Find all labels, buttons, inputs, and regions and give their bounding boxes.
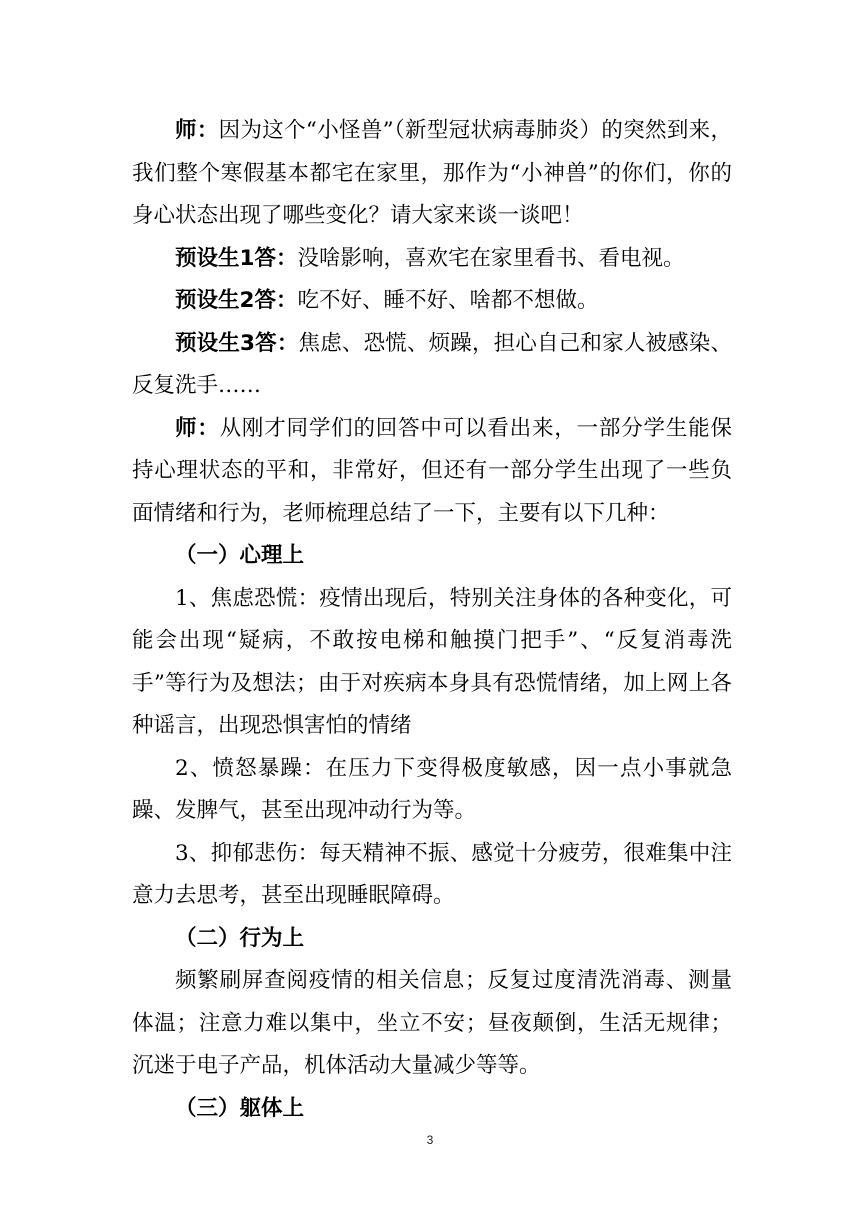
paragraph-behavioral-description: 频繁刷屏查阅疫情的相关信息；反复过度清洗消毒、测量体温；注意力难以集中，坐立不安；昼夜颠倒，生活无规律；沉迷于电子产品，机体活动大量减少等等。 xyxy=(132,968,732,1078)
paragraph-text: 因为这个“小怪兽”（新型冠状病毒肺炎）的突然到来，我们整个寒假基本都宅在家里，那作为“小神兽”的你们，你的身心状态出现了哪些变化？请大家来谈一谈吧！ xyxy=(132,118,732,228)
paragraph-text: 焦虑、恐慌、烦躁，担心自己和家人被感染、反复洗手…… xyxy=(132,330,732,398)
paragraph-student-3-answer xyxy=(132,323,732,408)
section-heading-physical: （三）躯体上 xyxy=(175,1095,305,1121)
paragraph-anger-irritability: 2、愤怒暴躁：在压力下变得极度敏感，因一点小事就急躁、发脾气，甚至出现冲动行为等。 xyxy=(132,755,732,823)
speaker-label: 师： xyxy=(175,118,219,143)
paragraph-text: 没啥影响，喜欢宅在家里看书、看电视。 xyxy=(297,245,685,271)
paragraph-depression-sadness: 3、抑郁悲伤：每天精神不振、感觉十分疲劳，很难集中注意力去思考，甚至出现睡眠障碍。 xyxy=(132,840,732,908)
speaker-label: 预设生3答： xyxy=(175,330,299,356)
speaker-label: 预设生2答： xyxy=(175,288,298,313)
paragraph-text: 从刚才同学们的回答中可以看出来，一部分学生能保持心理状态的平和，非常好，但还有一部分学生出现了一些负面情绪和行为，老师梳理总结了一下，主要有以下几种： xyxy=(132,415,732,526)
document-body xyxy=(132,110,732,1130)
page-number: 3 xyxy=(426,1133,434,1147)
paragraph-text: 吃不好、睡不好、啥都不想做。 xyxy=(297,288,599,313)
paragraph-student-2-answer xyxy=(132,280,732,323)
paragraph-student-1-answer xyxy=(132,238,732,281)
paragraph-teacher-summary xyxy=(132,408,732,536)
speaker-label: 预设生1答： xyxy=(175,245,298,271)
paragraph-teacher-question xyxy=(132,110,732,238)
section-heading-psychological: （一）心理上 xyxy=(175,543,305,568)
section-heading-behavioral: （二）行为上 xyxy=(175,925,305,951)
speaker-label: 师： xyxy=(175,415,220,441)
paragraph-anxiety-panic: 1、焦虑恐慌：疫情出现后，特别关注身体的各种变化，可能会出现“疑病，不敢按电梯和触摸门把手”、“反复消毒洗手”等行为及想法；由于对疾病本身具有恐慌情绪，加上网上各种谣言，出现恐惧害怕的情绪 xyxy=(132,585,732,738)
